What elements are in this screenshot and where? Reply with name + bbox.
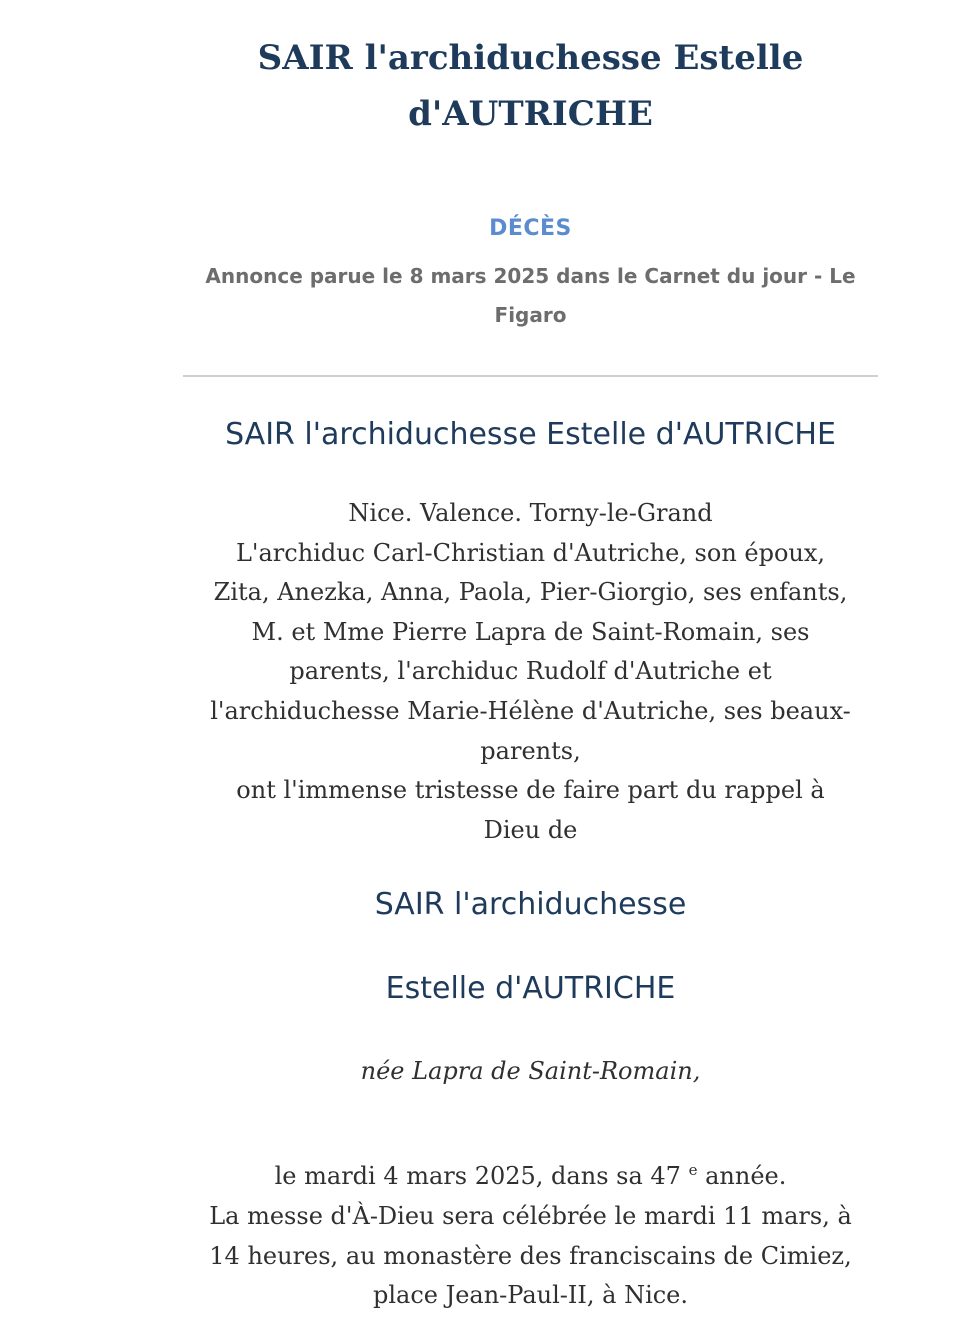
notice-body-line: M. et Mme Pierre Lapra de Saint-Romain, ses bbox=[251, 617, 810, 646]
maiden-name: née Lapra de Saint-Romain, bbox=[360, 1057, 701, 1086]
ordinal-suffix: e bbox=[688, 1161, 698, 1180]
publication-info-line2[interactable]: Figaro bbox=[494, 303, 567, 327]
category-label[interactable]: DÉCÈS bbox=[489, 216, 572, 241]
divider bbox=[183, 375, 878, 377]
deceased-name-line2: Estelle d'AUTRICHE bbox=[385, 971, 676, 1007]
funeral-details-line: 14 heures, au monastère des franciscains de Cimiez, bbox=[209, 1241, 852, 1270]
funeral-details bbox=[183, 1151, 878, 1315]
page-title bbox=[183, 30, 878, 142]
obituary-page bbox=[183, 0, 878, 1316]
page-title-line2: d'AUTRICHE bbox=[408, 94, 653, 134]
notice-body-line: parents, l'archiduc Rudolf d'Autriche et bbox=[289, 657, 772, 686]
funeral-details-line: place Jean-Paul-II, à Nice. bbox=[372, 1281, 689, 1310]
page-title-line1: SAIR l'archiduchesse Estelle bbox=[257, 38, 804, 78]
funeral-details-line: La messe d'À-Dieu sera célébrée le mardi 11 mars, à bbox=[209, 1201, 852, 1230]
notice-body bbox=[183, 494, 878, 850]
notice-body-line: L'archiduc Carl-Christian d'Autriche, son époux, bbox=[235, 538, 826, 567]
deceased-name-line1: SAIR l'archiduchesse bbox=[374, 887, 687, 923]
notice-body-line: Nice. Valence. Torny-le-Grand bbox=[348, 499, 713, 527]
notice-body-line: parents, bbox=[480, 736, 581, 765]
notice-body-line: Dieu de bbox=[483, 815, 578, 844]
death-date-line bbox=[183, 1151, 878, 1197]
notice-body-line: l'archiduchesse Marie-Hélène d'Autriche, ses beaux- bbox=[210, 696, 851, 725]
notice-body-line: ont l'immense tristesse de faire part du rappel à bbox=[236, 776, 825, 805]
notice-body-line: Zita, Anezka, Anna, Paola, Pier-Giorgio, ses enfants, bbox=[213, 578, 848, 607]
publication-info bbox=[183, 257, 878, 335]
death-date-text: le mardi 4 mars 2025, dans sa 47 bbox=[274, 1162, 681, 1191]
publication-info-line1: Annonce parue le 8 mars 2025 dans le Carnet du jour - Le bbox=[205, 264, 856, 288]
notice-title: SAIR l'archiduchesse Estelle d'AUTRICHE bbox=[225, 417, 836, 452]
death-date-text-end: année. bbox=[697, 1162, 787, 1191]
